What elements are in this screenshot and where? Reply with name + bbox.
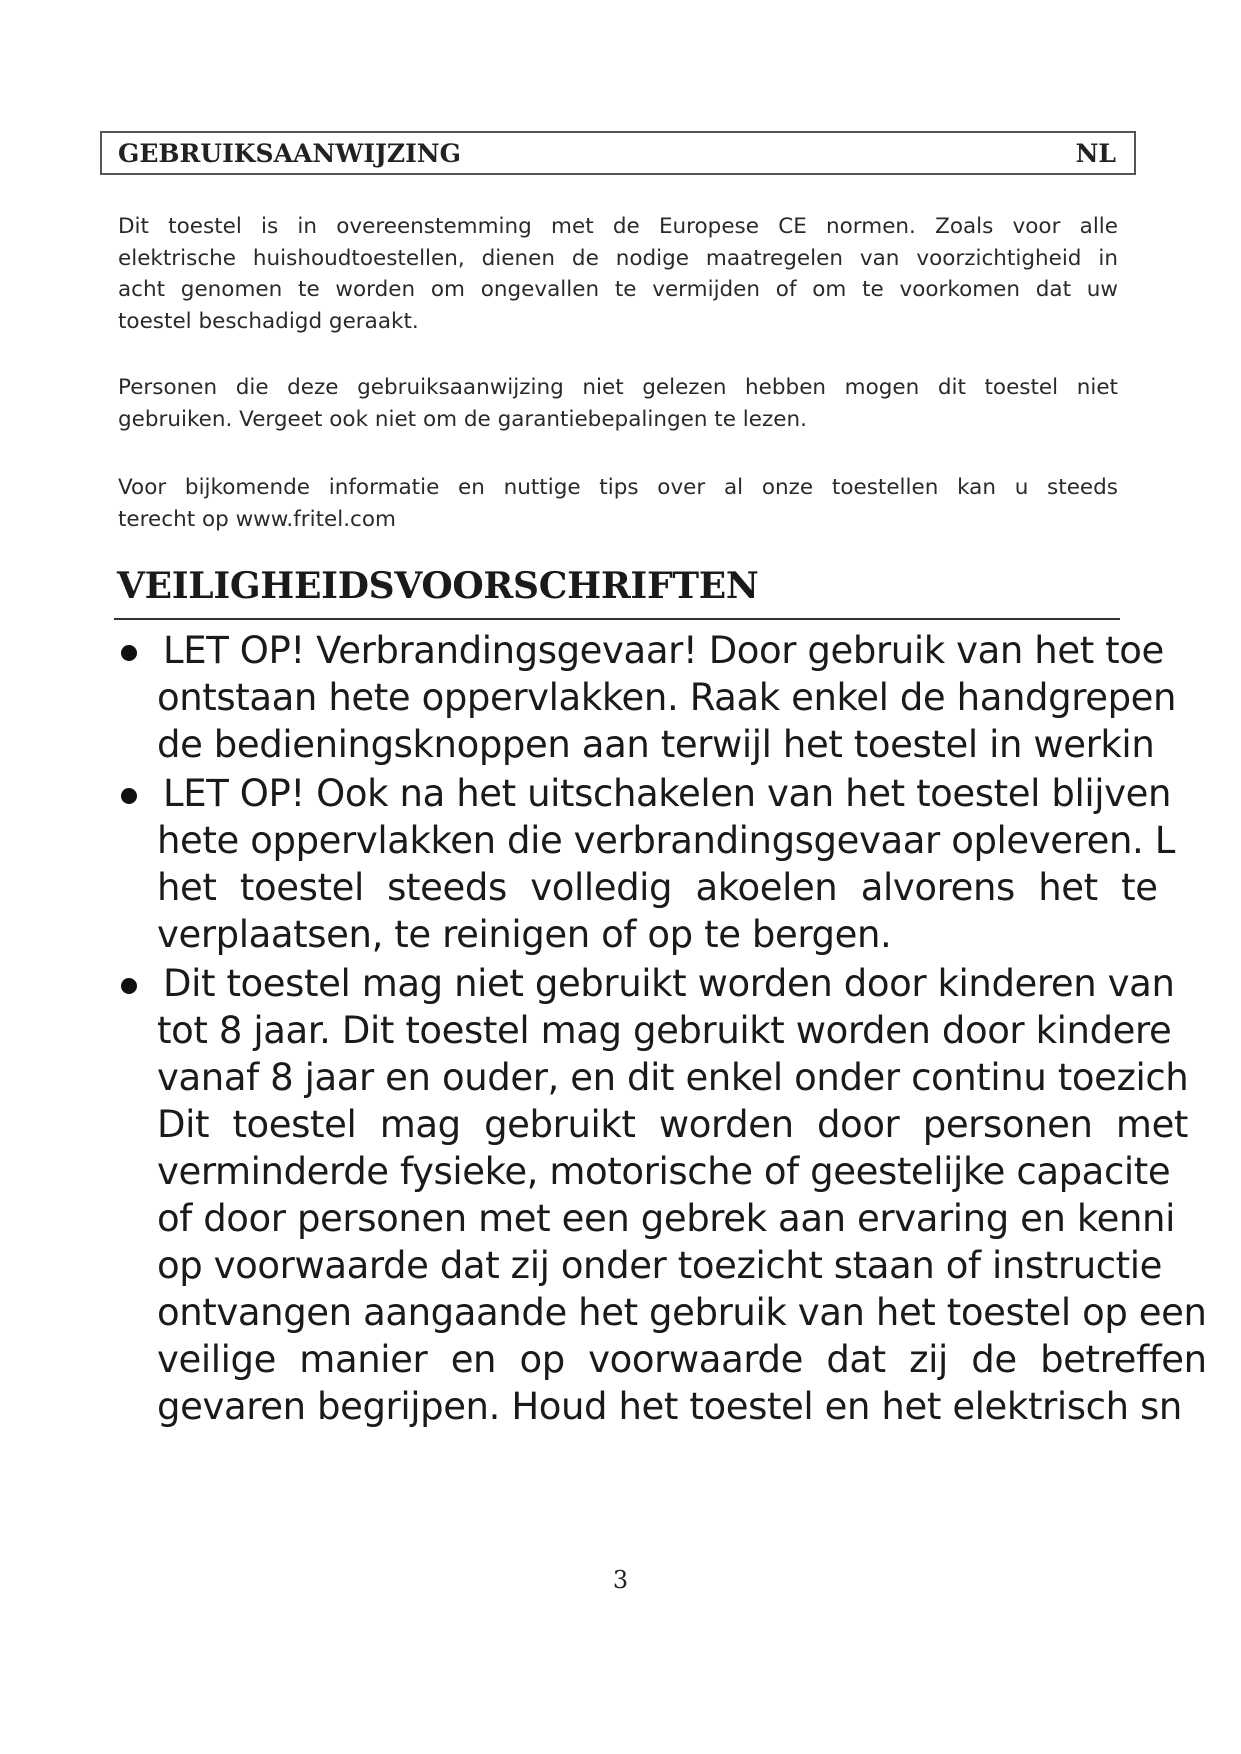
text-line: terecht op www.fritel.com <box>118 506 396 532</box>
bullet-line: ontvangen aangaande het gebruik van het toestel op een <box>157 1291 1207 1334</box>
intro-paragraph-ce-norms <box>118 211 1118 337</box>
safety-bullet-list <box>0 625 1241 1515</box>
bullet-line: tot 8 jaar. Dit toestel mag gebruikt worden door kindere <box>157 1009 1172 1052</box>
bullet-dot-icon <box>121 788 137 804</box>
section-title-safety: VEILIGHEIDSVOORSCHRIFTEN <box>117 565 759 607</box>
bullet-line: Dit toestel mag gebruikt worden door personen met <box>157 1103 1189 1146</box>
bullet-line: het toestel steeds volledig akoelen alvorens het te <box>157 866 1158 909</box>
text-line: Dit toestel is in overeenstemming met de Europese CE normen. Zoals voor alle <box>118 214 1118 239</box>
header-language-code: NL <box>1075 138 1116 168</box>
bullet-line: verplaatsen, te reinigen of op te bergen. <box>157 913 892 956</box>
text-line: toestel beschadigd geraakt. <box>118 308 419 334</box>
text-line: Personen die deze gebruiksaanwijzing niet gelezen hebben mogen dit toestel niet <box>118 375 1118 400</box>
section-underline <box>114 618 1120 620</box>
text-line: acht genomen te worden om ongevallen te vermijden of om te voorkomen dat uw <box>118 277 1118 302</box>
bullet-line: de bedieningsknoppen aan terwijl het toestel in werkin <box>157 723 1155 766</box>
bullet-line: vanaf 8 jaar en ouder, en dit enkel onder continu toezich <box>157 1056 1189 1099</box>
intro-paragraph-read-manual <box>118 372 1118 435</box>
bullet-line: ontstaan hete oppervlakken. Raak enkel de handgrepen <box>157 676 1177 719</box>
bullet-line: LET OP! Ook na het uitschakelen van het toestel blijven <box>163 772 1172 815</box>
bullet-dot-icon <box>121 978 137 994</box>
bullet-line: op voorwaarde dat zij onder toezicht staan of instructie <box>157 1244 1163 1287</box>
bullet-line: Dit toestel mag niet gebruikt worden door kinderen van <box>163 962 1175 1005</box>
bullet-line: hete oppervlakken die verbrandingsgevaar opleveren. L <box>157 819 1175 862</box>
page-number: 3 <box>612 1566 629 1594</box>
bullet-line: LET OP! Verbrandingsgevaar! Door gebruik van het toe <box>163 629 1164 672</box>
bullet-line: verminderde fysieke, motorische of geestelijke capacite <box>157 1150 1171 1193</box>
text-line: elektrische huishoudtoestellen, dienen de nodige maatregelen van voorzichtigheid in <box>118 245 1118 271</box>
bullet-line: gevaren begrijpen. Houd het toestel en het elektrisch sn <box>157 1385 1182 1428</box>
bullet-dot-icon <box>121 645 137 661</box>
bullet-line: of door personen met een gebrek aan ervaring en kenni <box>157 1197 1175 1240</box>
text-line: Voor bijkomende informatie en nuttige tips over al onze toestellen kan u steeds <box>118 475 1118 500</box>
document-header <box>100 131 1136 175</box>
text-line: gebruiken. Vergeet ook niet om de garantiebepalingen te lezen. <box>118 406 807 432</box>
header-title: GEBRUIKSAANWIJZING <box>118 138 461 168</box>
intro-paragraph-more-info <box>118 472 1118 535</box>
bullet-line: veilige manier en op voorwaarde dat zij de betreffen <box>157 1338 1207 1381</box>
